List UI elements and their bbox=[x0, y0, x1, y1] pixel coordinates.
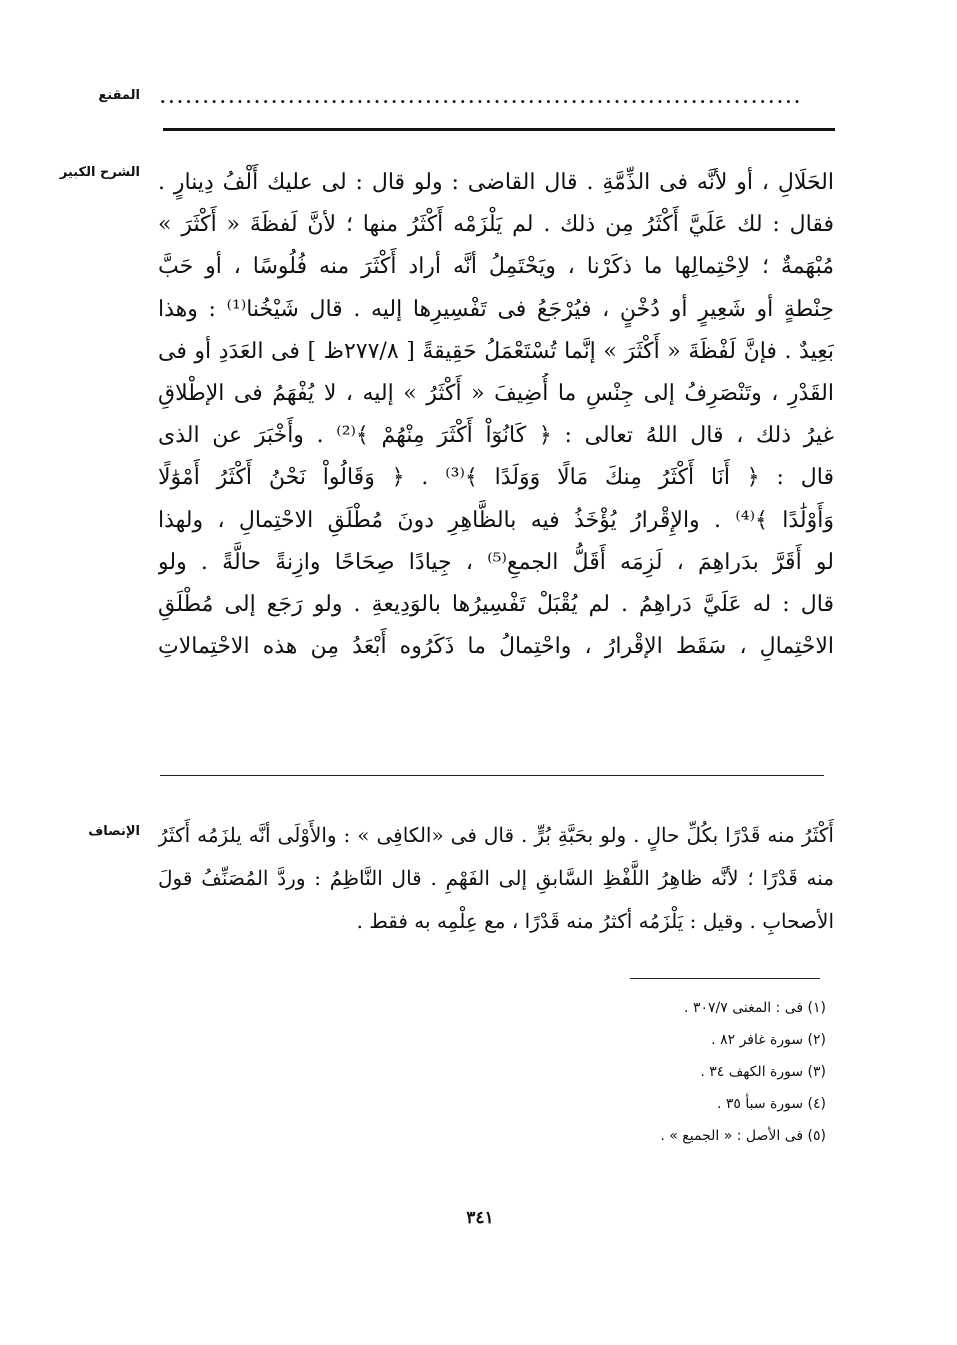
sharh-line: مُبْهَمةٌ ؛ لاِحْتِمالِها ما ذكَرْنا ، ويَحْتَمِلُ أنَّه أراد أَكْثَرَ منه فُلُوسًا ، أو حَبَّ bbox=[158, 254, 834, 280]
insaf-text-block bbox=[158, 814, 834, 943]
sharh-text-block bbox=[158, 162, 834, 668]
footnote: (٢) سورة غافر ٨٢ . bbox=[711, 1032, 826, 1048]
sharh-line: الاحْتِمالِ ، سَقَط الإقْرارُ ، واحْتِمالُ ما ذَكَرُوه أَبْعَدُ مِن هذه الاحْتِمالاتِ bbox=[158, 634, 834, 660]
sharh-line: وَأَوْلَٰدًا ﴾⁽⁴⁾ . والإِقْرارُ يُؤْخَذُ فيه بالظَّاهِرِ دونَ مُطْلَقِ الاحْتِمالِ ، ولهذا bbox=[158, 507, 834, 533]
footnote: (١) فى : المغنى ٣٠٧/٧ . bbox=[684, 1000, 826, 1016]
sharh-line: بَعِيدٌ . فإنَّ لَفْظَةَ « أَكْثَرَ » إنَّما تُسْتَعْمَلُ حَقِيقةً [ ٢٧٧/٨ظ ] فى العَدَدِ أو فى bbox=[158, 338, 834, 364]
section-divider bbox=[160, 775, 824, 776]
sharh-line: حِنْطةٍ أو شَعِيرٍ أو دُخْنٍ ، فيُرْجَعُ فى تَفْسِيرِها إليه . قال شَيْخُنا⁽¹⁾ : وهذا bbox=[158, 296, 834, 322]
section-label-muqni: المقنع bbox=[98, 88, 140, 103]
sharh-line: قال : له عَلَيَّ دَراهِمُ . لم يُقْبَلْ تَفْسِيرُها بالوَدِيعةِ . ولو رَجَع إلى مُطْلَقِ bbox=[158, 591, 834, 617]
header-rule bbox=[163, 128, 835, 131]
sharh-line: لو أَقَرَّ بدَراهِمَ ، لَزِمَه أَقَلُّ الجمعِ⁽⁵⁾ ، جِيادًا صِحَاحًا وازِنةً حالَّةً . ولو bbox=[158, 549, 834, 575]
sharh-line: الحَلَالِ ، أو لأنَّه فى الذِّمَّةِ . قال القاضى : ولو قال : لى عليك أَلْفُ دِينارٍ . bbox=[158, 170, 834, 195]
sharh-line: القَدْرِ ، وتَنْصَرِفُ إلى جِنْسِ ما أُضِيفَ « أَكْثَرُ » إليه ، لا يُفْهَمُ فى الإطْلاقِ bbox=[158, 380, 834, 406]
footnote: (٣) سورة الكهف ٣٤ . bbox=[700, 1064, 826, 1080]
insaf-line: أَكْثَرُ منه قَدْرًا بكُلِّ حالٍ . ولو بحَبَّةِ بُرٍّ . قال فى «الكافِى » : والأَوْلَى أنَّه يلزَمُه أَكثَرُ bbox=[158, 823, 834, 847]
section-label-sharh: الشرح الكبير bbox=[59, 165, 140, 180]
section-label-insaf: الإنصاف bbox=[88, 824, 140, 839]
footnote-divider bbox=[630, 978, 820, 979]
sharh-line: قال : ﴿ أَنَا أَكْثَرُ مِنكَ مَالًا وَوَلَدًا ﴾⁽³⁾ . ﴿ وَقَالُواْ نَحْنُ أَكْثَرُ أَمْوَٰلًا bbox=[158, 465, 834, 491]
sharh-line: غيرُ ذلك ، قال اللهُ تعالى : ﴿ كَانُوٓاْ أَكْثَرَ مِنْهُمْ ﴾⁽²⁾ . وأَخْبَرَ عن الذى bbox=[158, 423, 834, 449]
sharh-line: فقال : لك عَلَيَّ أَكْثَرُ مِن ذلك . لم يَلْزَمْه أَكْثَرُ منها ؛ لأنَّ لَفظَةَ « أَكْثَرَ » bbox=[158, 212, 834, 238]
footnotes bbox=[500, 992, 826, 1152]
footnote: (٥) فى الأصل : « الجميع » . bbox=[660, 1128, 826, 1144]
insaf-line: الأصحابِ . وقيل : يَلْزَمُه أكثرُ منه قَدْرًا ، مع عِلْمِه به فقط . bbox=[356, 909, 834, 933]
insaf-line: منه قَدْرًا ؛ لأنَّه ظاهِرُ اللَّفْظِ السَّابقِ إلى الفَهْمِ . قال النَّاظِمُ : وردَّ المُصَنِّفُ قولَ bbox=[158, 866, 834, 890]
header-dotted-leader: ........................................................................... bbox=[160, 88, 803, 107]
page-number: ٣٤١ bbox=[466, 1208, 494, 1228]
footnote: (٤) سورة سبأ ٣٥ . bbox=[716, 1096, 826, 1112]
